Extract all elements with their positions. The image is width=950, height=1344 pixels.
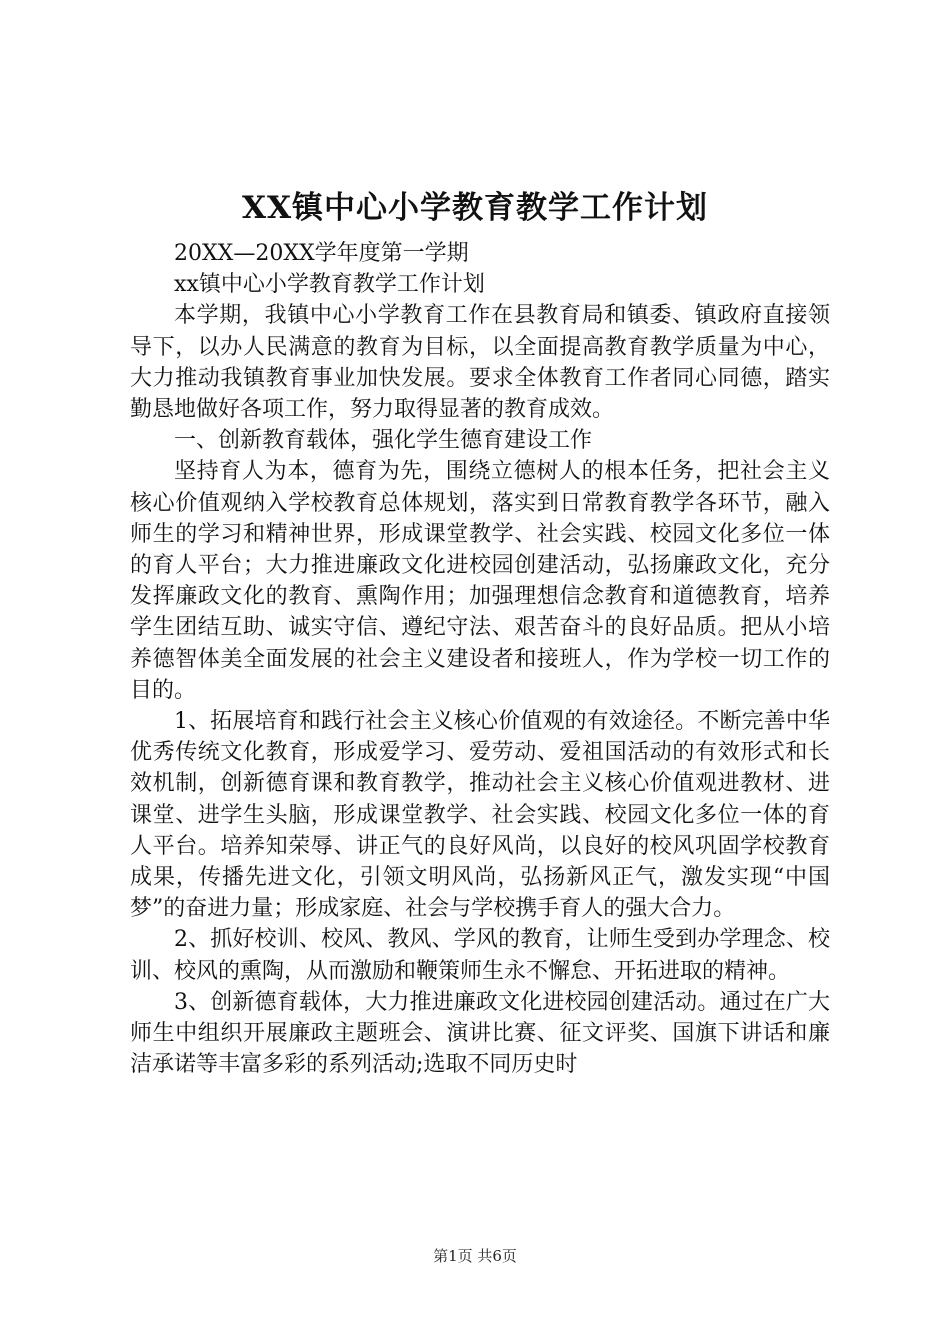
- paragraph-item-1: 1、拓展培育和践行社会主义核心价值观的有效途径。不断完善中华优秀传统文化教育，形成爱学习、爱劳动、爱祖国活动的有效形式和长效机制，创新德育课和教育教学，推动社会主义核心价值观进教材、进课堂、进学生头脑，形成课堂教学、社会实践、校园文化多位一体的育人平台。培养知荣辱、讲正气的良好风尚，以良好的校风巩固学校教育成果，传播先进文化，引领文明风尚，弘扬新风正气，激发实现“中国梦”的奋进力量；形成家庭、社会与学校携手育人的强大合力。: [130, 709, 830, 922]
- page-number-footer: 第1页 共6页: [433, 1247, 517, 1265]
- paragraph-item-2: 2、抓好校训、校风、教风、学风的教育，让师生受到办学理念、校训、校风的熏陶，从而激励和鞭策师生永不懈怠、开拓进取的精神。: [130, 927, 830, 984]
- document-body: [130, 238, 830, 1080]
- paragraph-plan-name: xx镇中心小学教育教学工作计划: [174, 272, 485, 298]
- section-heading-1: 一、创新教育载体，强化学生德育建设工作: [174, 428, 593, 454]
- paragraph-moral-education: 坚持育人为本，德育为先，围绕立德树人的根本任务，把社会主义核心价值观纳入学校教育总体规划，落实到日常教育教学各环节，融入师生的学习和精神世界，形成课堂教学、社会实践、校园文化多位一体的育人平台；大力推进廉政文化进校园创建活动，弘扬廉政文化，充分发挥廉政文化的教育、熏陶作用；加强理想信念教育和道德教育，培养学生团结互助、诚实守信、遵纪守法、艰苦奋斗的良好品质。把从小培养德智体美全面发展的社会主义建设者和接班人，作为学校一切工作的目的。: [130, 459, 830, 703]
- paragraph-school-year: 20XX—20XX学年度第一学期: [174, 241, 469, 266]
- document-title: XX镇中心小学教育教学工作计划: [241, 190, 709, 226]
- paragraph-item-3: 3、创新德育载体，大力推进廉政文化进校园创建活动。通过在广大师生中组织开展廉政主题班会、演讲比赛、征文评奖、国旗下讲话和廉洁承诺等丰富多彩的系列活动;选取不同历史时: [130, 989, 830, 1078]
- paragraph-intro: 本学期，我镇中心小学教育工作在县教育局和镇委、镇政府直接领导下，以办人民满意的教育为目标，以全面提高教育教学质量为中心，大力推动我镇教育事业加快发展。要求全体教育工作者同心同德，踏实勤恳地做好各项工作，努力取得显著的教育成效。: [130, 303, 830, 423]
